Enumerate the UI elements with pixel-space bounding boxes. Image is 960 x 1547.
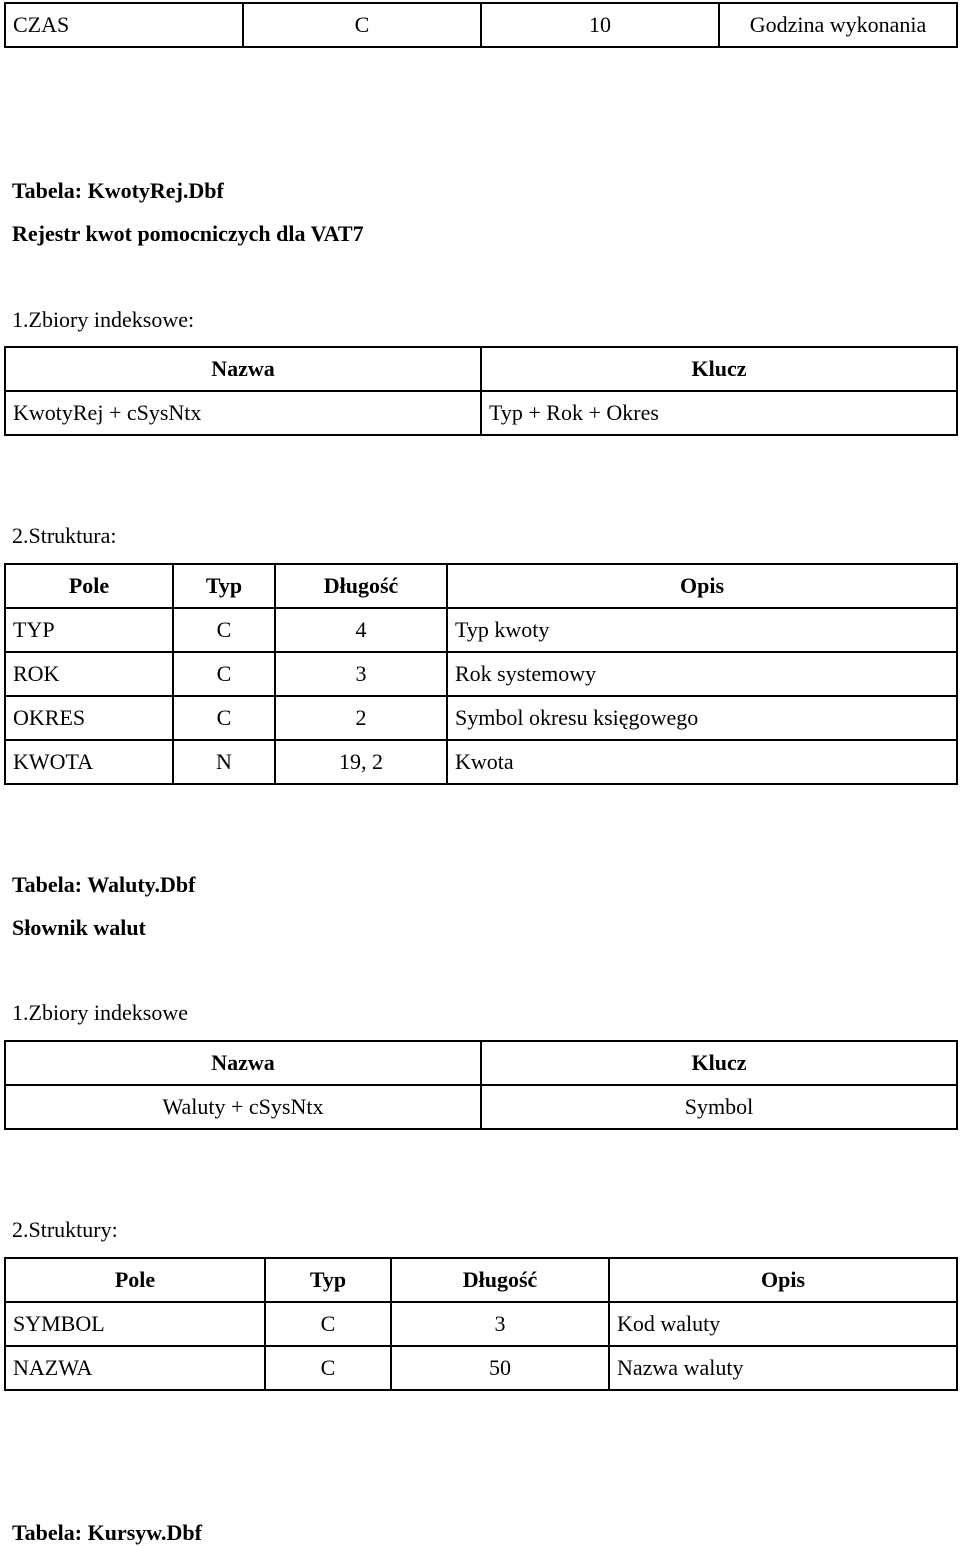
table-cell: TYP [5, 608, 173, 652]
table-cell: NAZWA [5, 1346, 265, 1390]
table-cell: Kwota [447, 740, 957, 784]
table-row [5, 1085, 957, 1129]
table-cell: Waluty + cSysNtx [5, 1085, 481, 1129]
index-table-block [4, 1040, 958, 1130]
table-cell: 3 [275, 652, 447, 696]
table-row [5, 696, 957, 740]
section-title: Tabela: Waluty.Dbf [12, 872, 196, 897]
table-cell: Symbol okresu księgowego [447, 696, 957, 740]
index-table [4, 1040, 958, 1130]
table-cell: CZAS [5, 3, 243, 47]
table-cell: N [173, 740, 275, 784]
table-cell: C [173, 608, 275, 652]
column-header: Opis [609, 1258, 957, 1302]
section-subtitle: Rejestr kwot pomocniczych dla VAT7 [12, 221, 364, 246]
table-cell: C [265, 1302, 391, 1346]
top-table-block [4, 2, 958, 48]
table-row [5, 391, 957, 435]
structure-heading: 2.Struktura: [12, 523, 117, 548]
table-row [5, 740, 957, 784]
column-header: Długość [391, 1258, 609, 1302]
structure-heading: 2.Struktury: [12, 1217, 118, 1242]
table-cell: SYMBOL [5, 1302, 265, 1346]
structure-table-block [4, 563, 958, 785]
index-table-block [4, 346, 958, 436]
table-cell: Typ + Rok + Okres [481, 391, 957, 435]
section-title: Tabela: Kursyw.Dbf [12, 1520, 202, 1545]
table-cell: 50 [391, 1346, 609, 1390]
table-cell: C [265, 1346, 391, 1390]
table-cell: C [173, 696, 275, 740]
table-header-row [5, 347, 957, 391]
table-cell: ROK [5, 652, 173, 696]
column-header: Pole [5, 1258, 265, 1302]
table-cell: Symbol [481, 1085, 957, 1129]
column-header: Nazwa [5, 1041, 481, 1085]
table-cell: 2 [275, 696, 447, 740]
table-cell: Nazwa waluty [609, 1346, 957, 1390]
column-header: Typ [265, 1258, 391, 1302]
table-row [5, 652, 957, 696]
structure-table [4, 563, 958, 785]
table-cell: KWOTA [5, 740, 173, 784]
column-header: Klucz [481, 1041, 957, 1085]
table-cell: Typ kwoty [447, 608, 957, 652]
table-cell: Godzina wykonania [719, 3, 957, 47]
table-header-row [5, 564, 957, 608]
index-heading: 1.Zbiory indeksowe: [12, 307, 195, 332]
index-table [4, 346, 958, 436]
table-cell: Rok systemowy [447, 652, 957, 696]
table-row [5, 1302, 957, 1346]
table-cell: C [173, 652, 275, 696]
table-cell: 4 [275, 608, 447, 652]
column-header: Typ [173, 564, 275, 608]
table-cell: 10 [481, 3, 719, 47]
table-row [5, 3, 957, 47]
column-header: Opis [447, 564, 957, 608]
section-subtitle: Słownik walut [12, 915, 146, 940]
table-cell: KwotyRej + cSysNtx [5, 391, 481, 435]
column-header: Długość [275, 564, 447, 608]
table-row [5, 608, 957, 652]
table-header-row [5, 1258, 957, 1302]
section-title: Tabela: KwotyRej.Dbf [12, 178, 224, 203]
table-cell: C [243, 3, 481, 47]
table-header-row [5, 1041, 957, 1085]
top-row-table [4, 2, 958, 48]
table-cell: 19, 2 [275, 740, 447, 784]
table-row [5, 1346, 957, 1390]
table-cell: OKRES [5, 696, 173, 740]
structure-table-block [4, 1257, 958, 1391]
table-cell: 3 [391, 1302, 609, 1346]
table-cell: Kod waluty [609, 1302, 957, 1346]
column-header: Nazwa [5, 347, 481, 391]
column-header: Pole [5, 564, 173, 608]
column-header: Klucz [481, 347, 957, 391]
structure-table [4, 1257, 958, 1391]
index-heading: 1.Zbiory indeksowe [12, 1000, 188, 1025]
